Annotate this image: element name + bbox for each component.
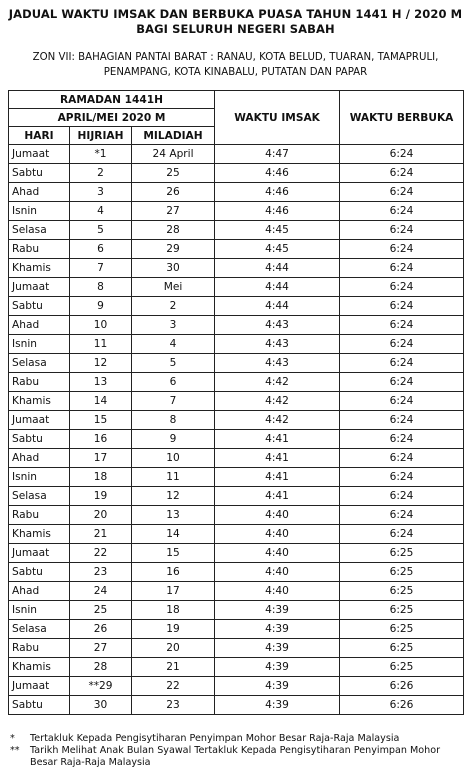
hijriah-cell: 10 <box>70 316 132 335</box>
berbuka-time-cell: 6:24 <box>340 240 464 259</box>
table-row <box>9 335 464 354</box>
hijriah-cell: 7 <box>70 259 132 278</box>
table-row <box>9 544 464 563</box>
hijriah-cell: 30 <box>70 696 132 715</box>
berbuka-time-cell: 6:24 <box>340 221 464 240</box>
table-row <box>9 202 464 221</box>
miladiah-cell: 15 <box>132 544 215 563</box>
miladiah-cell: 23 <box>132 696 215 715</box>
imsak-time-cell: 4:40 <box>215 582 340 601</box>
table-row <box>9 145 464 164</box>
footnote-1-text: Tertakluk Kepada Pengisytiharan Penyimpan Mohor Besar Raja-Raja Malaysia <box>30 733 400 744</box>
table-row <box>9 639 464 658</box>
hijriah-cell: *1 <box>70 145 132 164</box>
hijriah-cell: 8 <box>70 278 132 297</box>
miladiah-cell: 17 <box>132 582 215 601</box>
hijriah-cell: 27 <box>70 639 132 658</box>
miladiah-cell: 16 <box>132 563 215 582</box>
hijriah-cell: 13 <box>70 373 132 392</box>
hijriah-cell: 11 <box>70 335 132 354</box>
day-cell: Isnin <box>9 202 70 221</box>
berbuka-time-cell: 6:24 <box>340 335 464 354</box>
miladiah-cell: 3 <box>132 316 215 335</box>
day-cell: Sabtu <box>9 430 70 449</box>
day-cell: Rabu <box>9 639 70 658</box>
day-cell: Rabu <box>9 506 70 525</box>
imsak-time-cell: 4:42 <box>215 373 340 392</box>
berbuka-time-cell: 6:24 <box>340 278 464 297</box>
table-row <box>9 525 464 544</box>
hijriah-cell: 20 <box>70 506 132 525</box>
miladiah-cell: 22 <box>132 677 215 696</box>
table-row <box>9 221 464 240</box>
day-cell: Jumaat <box>9 544 70 563</box>
table-row <box>9 259 464 278</box>
day-cell: Selasa <box>9 354 70 373</box>
day-cell: Isnin <box>9 468 70 487</box>
header-month: APRIL/MEI 2020 M <box>9 109 215 127</box>
berbuka-time-cell: 6:24 <box>340 373 464 392</box>
berbuka-time-cell: 6:24 <box>340 259 464 278</box>
header-hari: HARI <box>9 127 70 145</box>
hijriah-cell: 21 <box>70 525 132 544</box>
berbuka-time-cell: 6:24 <box>340 145 464 164</box>
table-row <box>9 601 464 620</box>
imsak-time-cell: 4:46 <box>215 202 340 221</box>
imsak-time-cell: 4:46 <box>215 164 340 183</box>
miladiah-cell: 28 <box>132 221 215 240</box>
miladiah-cell: 9 <box>132 430 215 449</box>
berbuka-time-cell: 6:24 <box>340 430 464 449</box>
table-row <box>9 354 464 373</box>
table-row <box>9 392 464 411</box>
berbuka-time-cell: 6:24 <box>340 316 464 335</box>
imsak-time-cell: 4:41 <box>215 487 340 506</box>
hijriah-cell: 22 <box>70 544 132 563</box>
imsak-time-cell: 4:39 <box>215 639 340 658</box>
hijriah-cell: 16 <box>70 430 132 449</box>
berbuka-time-cell: 6:24 <box>340 506 464 525</box>
berbuka-time-cell: 6:24 <box>340 487 464 506</box>
zone-description <box>0 50 471 80</box>
table-row <box>9 563 464 582</box>
imsak-time-cell: 4:40 <box>215 563 340 582</box>
hijriah-cell: 19 <box>70 487 132 506</box>
day-cell: Khamis <box>9 259 70 278</box>
table-row <box>9 430 464 449</box>
miladiah-cell: 20 <box>132 639 215 658</box>
imsak-time-cell: 4:44 <box>215 297 340 316</box>
hijriah-cell: 24 <box>70 582 132 601</box>
day-cell: Ahad <box>9 449 70 468</box>
header-ramadan: RAMADAN 1441H <box>9 91 215 109</box>
day-cell: Khamis <box>9 525 70 544</box>
miladiah-cell: 21 <box>132 658 215 677</box>
table-row <box>9 620 464 639</box>
miladiah-cell: 7 <box>132 392 215 411</box>
zone-line-1: ZON VII: BAHAGIAN PANTAI BARAT : RANAU, KOTA BELUD, TUARAN, TAMAPRULI, <box>32 52 439 63</box>
footnote-2-mark: ** <box>10 745 20 756</box>
hijriah-cell: 2 <box>70 164 132 183</box>
hijriah-cell: 28 <box>70 658 132 677</box>
header-miladiah: MILADIAH <box>132 127 215 145</box>
day-cell: Sabtu <box>9 297 70 316</box>
footnote-1-mark: * <box>10 733 15 744</box>
hijriah-cell: 12 <box>70 354 132 373</box>
document-subtitle: BAGI SELURUH NEGERI SABAH <box>136 22 335 36</box>
table-row <box>9 468 464 487</box>
miladiah-cell: 26 <box>132 183 215 202</box>
day-cell: Sabtu <box>9 164 70 183</box>
hijriah-cell: 18 <box>70 468 132 487</box>
table-row <box>9 449 464 468</box>
imsak-time-cell: 4:39 <box>215 658 340 677</box>
day-cell: Ahad <box>9 582 70 601</box>
miladiah-cell: 5 <box>132 354 215 373</box>
imsak-time-cell: 4:46 <box>215 183 340 202</box>
berbuka-time-cell: 6:25 <box>340 658 464 677</box>
imsak-time-cell: 4:45 <box>215 240 340 259</box>
hijriah-cell: **29 <box>70 677 132 696</box>
berbuka-time-cell: 6:25 <box>340 601 464 620</box>
table-row <box>9 487 464 506</box>
berbuka-time-cell: 6:26 <box>340 677 464 696</box>
day-cell: Selasa <box>9 620 70 639</box>
miladiah-cell: 14 <box>132 525 215 544</box>
berbuka-time-cell: 6:25 <box>340 620 464 639</box>
miladiah-cell: 13 <box>132 506 215 525</box>
imsak-time-cell: 4:41 <box>215 449 340 468</box>
day-cell: Jumaat <box>9 677 70 696</box>
header-waktu-imsak: WAKTU IMSAK <box>215 91 340 145</box>
imsak-time-cell: 4:42 <box>215 411 340 430</box>
miladiah-cell: 18 <box>132 601 215 620</box>
miladiah-cell: 25 <box>132 164 215 183</box>
table-row <box>9 677 464 696</box>
hijriah-cell: 3 <box>70 183 132 202</box>
berbuka-time-cell: 6:24 <box>340 183 464 202</box>
table-row <box>9 582 464 601</box>
table-row <box>9 278 464 297</box>
schedule-rows <box>9 145 464 715</box>
table-row <box>9 240 464 259</box>
hijriah-cell: 25 <box>70 601 132 620</box>
footnotes <box>10 733 465 769</box>
miladiah-cell: 10 <box>132 449 215 468</box>
table-row <box>9 696 464 715</box>
table-row <box>9 316 464 335</box>
imsak-time-cell: 4:39 <box>215 620 340 639</box>
table-row <box>9 297 464 316</box>
miladiah-cell: 30 <box>132 259 215 278</box>
imsak-time-cell: 4:43 <box>215 354 340 373</box>
day-cell: Rabu <box>9 373 70 392</box>
berbuka-time-cell: 6:24 <box>340 164 464 183</box>
table-row <box>9 373 464 392</box>
table-row <box>9 658 464 677</box>
hijriah-cell: 14 <box>70 392 132 411</box>
day-cell: Selasa <box>9 221 70 240</box>
miladiah-cell: 4 <box>132 335 215 354</box>
imsak-time-cell: 4:47 <box>215 145 340 164</box>
hijriah-cell: 17 <box>70 449 132 468</box>
table-row <box>9 411 464 430</box>
day-cell: Isnin <box>9 601 70 620</box>
day-cell: Isnin <box>9 335 70 354</box>
hijriah-cell: 4 <box>70 202 132 221</box>
imsak-time-cell: 4:45 <box>215 221 340 240</box>
miladiah-cell: 6 <box>132 373 215 392</box>
hijriah-cell: 9 <box>70 297 132 316</box>
miladiah-cell: 24 April <box>132 145 215 164</box>
imsak-time-cell: 4:39 <box>215 601 340 620</box>
miladiah-cell: 29 <box>132 240 215 259</box>
table-row <box>9 183 464 202</box>
imsak-time-cell: 4:40 <box>215 525 340 544</box>
schedule-table <box>8 90 464 715</box>
miladiah-cell: Mei <box>132 278 215 297</box>
day-cell: Selasa <box>9 487 70 506</box>
hijriah-cell: 5 <box>70 221 132 240</box>
imsak-time-cell: 4:39 <box>215 696 340 715</box>
hijriah-cell: 23 <box>70 563 132 582</box>
berbuka-time-cell: 6:25 <box>340 544 464 563</box>
miladiah-cell: 11 <box>132 468 215 487</box>
document-title: JADUAL WAKTU IMSAK DAN BERBUKA PUASA TAHUN 1441 H / 2020 M <box>8 7 463 21</box>
table-row <box>9 164 464 183</box>
footnote-2 <box>10 745 465 769</box>
footnote-2-text: Tarikh Melihat Anak Bulan Syawal Tertakluk Kepada Pengisytiharan Penyimpan Mohor Besar Raja-Raja Malaysia <box>30 745 441 768</box>
berbuka-time-cell: 6:24 <box>340 202 464 221</box>
imsak-time-cell: 4:41 <box>215 430 340 449</box>
day-cell: Jumaat <box>9 145 70 164</box>
berbuka-time-cell: 6:24 <box>340 297 464 316</box>
day-cell: Khamis <box>9 392 70 411</box>
hijriah-cell: 15 <box>70 411 132 430</box>
imsak-time-cell: 4:44 <box>215 278 340 297</box>
miladiah-cell: 8 <box>132 411 215 430</box>
miladiah-cell: 19 <box>132 620 215 639</box>
table-row <box>9 506 464 525</box>
hijriah-cell: 6 <box>70 240 132 259</box>
berbuka-time-cell: 6:25 <box>340 563 464 582</box>
berbuka-time-cell: 6:26 <box>340 696 464 715</box>
imsak-time-cell: 4:43 <box>215 335 340 354</box>
imsak-time-cell: 4:40 <box>215 544 340 563</box>
berbuka-time-cell: 6:25 <box>340 639 464 658</box>
imsak-time-cell: 4:39 <box>215 677 340 696</box>
miladiah-cell: 2 <box>132 297 215 316</box>
berbuka-time-cell: 6:25 <box>340 582 464 601</box>
day-cell: Ahad <box>9 183 70 202</box>
footnote-1 <box>10 733 465 745</box>
day-cell: Rabu <box>9 240 70 259</box>
miladiah-cell: 27 <box>132 202 215 221</box>
header-waktu-berbuka: WAKTU BERBUKA <box>340 91 464 145</box>
berbuka-time-cell: 6:24 <box>340 392 464 411</box>
berbuka-time-cell: 6:24 <box>340 354 464 373</box>
day-cell: Sabtu <box>9 696 70 715</box>
zone-line-2: PENAMPANG, KOTA KINABALU, PUTATAN DAN PAPAR <box>103 67 368 78</box>
day-cell: Khamis <box>9 658 70 677</box>
hijriah-cell: 26 <box>70 620 132 639</box>
berbuka-time-cell: 6:24 <box>340 525 464 544</box>
day-cell: Sabtu <box>9 563 70 582</box>
day-cell: Jumaat <box>9 411 70 430</box>
imsak-time-cell: 4:41 <box>215 468 340 487</box>
header-hijriah: HIJRIAH <box>70 127 132 145</box>
imsak-time-cell: 4:40 <box>215 506 340 525</box>
day-cell: Jumaat <box>9 278 70 297</box>
imsak-time-cell: 4:42 <box>215 392 340 411</box>
berbuka-time-cell: 6:24 <box>340 468 464 487</box>
day-cell: Ahad <box>9 316 70 335</box>
berbuka-time-cell: 6:24 <box>340 449 464 468</box>
miladiah-cell: 12 <box>132 487 215 506</box>
berbuka-time-cell: 6:24 <box>340 411 464 430</box>
imsak-time-cell: 4:43 <box>215 316 340 335</box>
imsak-time-cell: 4:44 <box>215 259 340 278</box>
